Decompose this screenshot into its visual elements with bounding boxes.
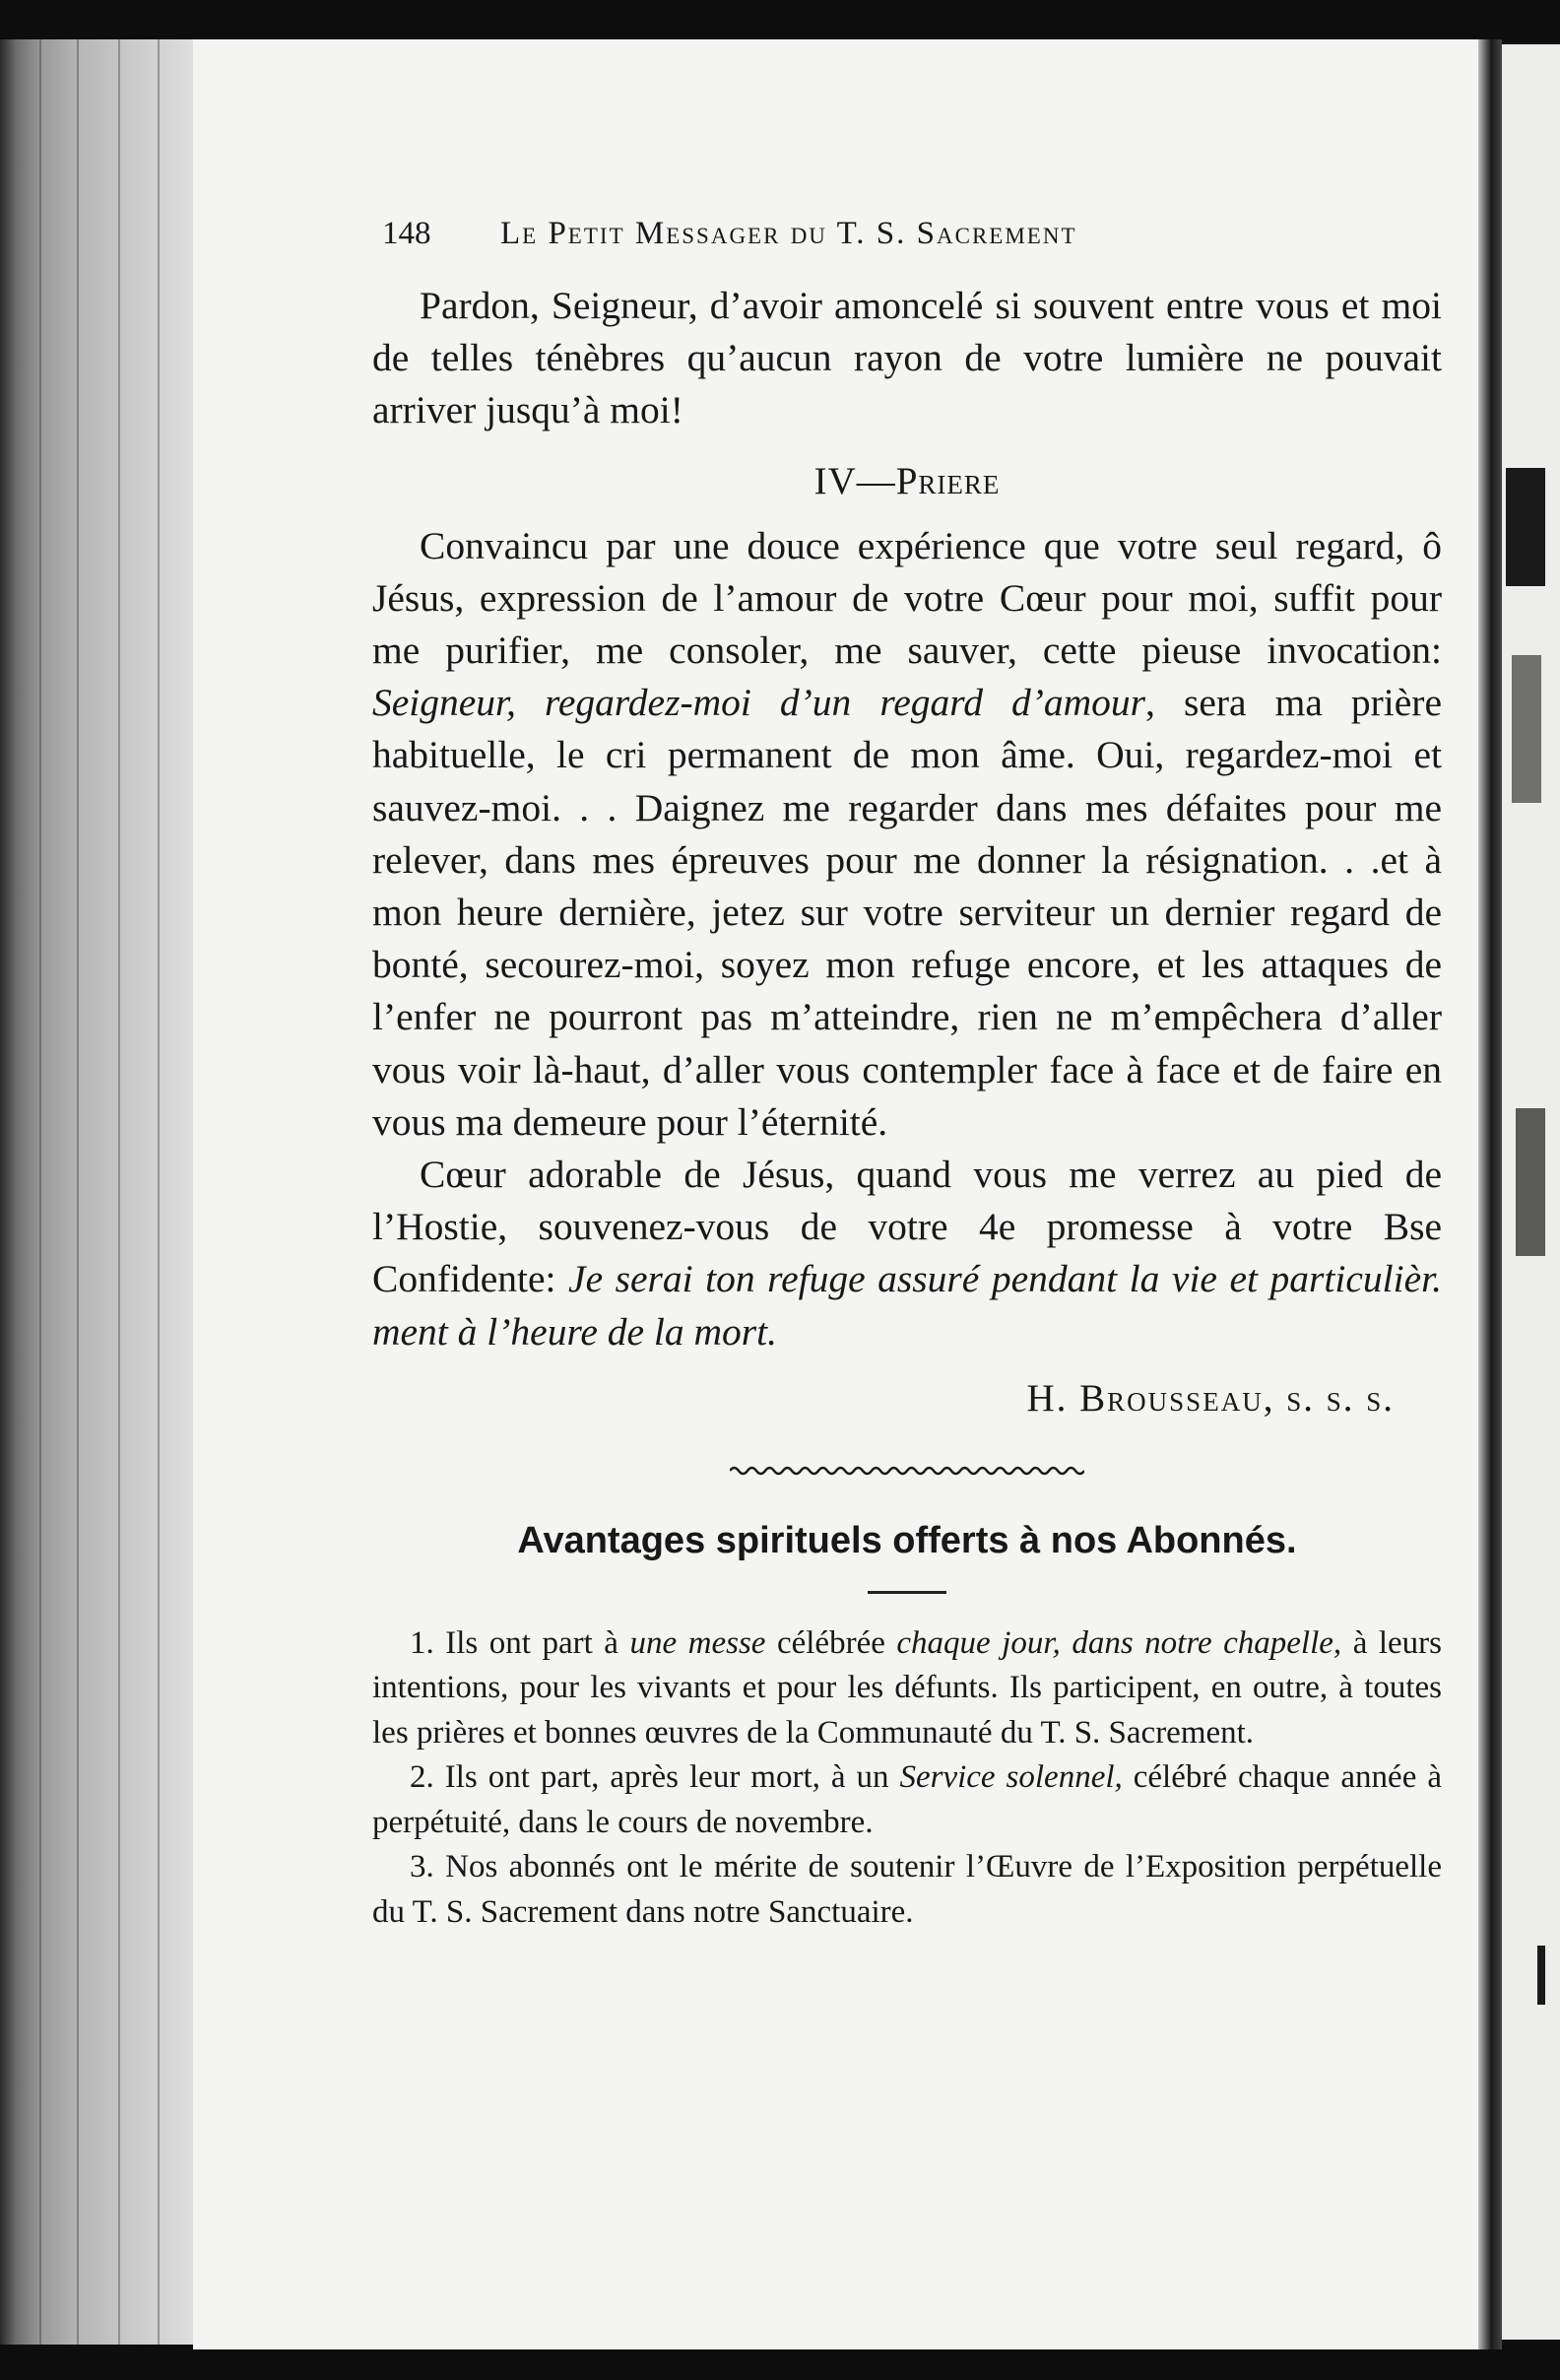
item-text: 2. Ils ont part, après leur mort, à un <box>410 1759 900 1796</box>
adjacent-page-illustration <box>1506 468 1545 586</box>
page-gutter <box>1478 39 1502 2349</box>
paragraph-sacred-heart <box>372 1149 1442 1358</box>
page-edge-line <box>158 39 160 2345</box>
italic-promise: Je serai ton refuge assuré pendant la vie et particulièr. ment à l’heure de la mort. <box>372 1257 1442 1354</box>
item-italic: une messe <box>629 1624 766 1661</box>
benefits-list <box>372 1621 1442 1936</box>
italic-invocation: Seigneur, regardez-moi d’un regard d’amour <box>372 681 1146 725</box>
adjacent-page-illustration <box>1512 655 1541 803</box>
paragraph-text: , sera ma prière habituelle, le cri permanent de mon âme. Oui, regardez-moi et sauvez-moi. . . Daignez me regarder dans mes défaites pour me relever, dans mes épreuves pour me donner la résignation. . .et à mon heure dernière, jetez sur votre serviteur un dernier regard de bonté, secourez-moi, soyez mon refuge encore, et les attaques de l’enfer ne pourront pas m’atteindre, rien ne m’empêchera d’aller vous voir là-haut, d’aller vous contempler face à face et de faire en vous ma demeure pour l’éternité. <box>372 681 1442 1144</box>
page-content <box>372 209 1442 1935</box>
section-title: IV—Priere <box>813 459 1001 502</box>
item-italic: chaque jour, dans notre chapelle, <box>896 1624 1342 1661</box>
wavy-rule-ornament <box>730 1463 1084 1479</box>
page-number: 148 <box>382 215 431 251</box>
item-text: célébrée <box>765 1624 897 1661</box>
short-rule-divider <box>868 1591 946 1594</box>
running-head <box>382 209 1442 258</box>
item-text: célébré chaque année à perpétuité, dans le cours de novembre. <box>372 1759 1442 1840</box>
paragraph-text: Convaincu par une douce expérience que votre seul regard, ô Jésus, expression de l’amour de votre Cœur pour moi, suffit pour me purifier, me consoler, me sauver, cette pieuse invocation: <box>372 523 1442 673</box>
item-text: à leurs intentions, pour les vivants et pour les défunts. Ils participent, en outre, à toutes les prières et bonnes œuvres de la Communauté du T. S. Sacrement. <box>372 1624 1443 1751</box>
item-text: 1. Ils ont part à <box>410 1624 630 1661</box>
benefit-item-3: 3. Nos abonnés ont le mérite de soutenir l’Œuvre de l’Exposition perpétuelle du T. S. Sacrement dans notre Sanctuaire. <box>372 1849 1442 1930</box>
adjacent-page-illustration <box>1516 1108 1545 1256</box>
page-edge-line <box>118 39 120 2345</box>
page-edge-line <box>39 39 41 2345</box>
benefit-item-2 <box>372 1755 1442 1845</box>
adjacent-page <box>1502 44 1560 2340</box>
page-edge-line <box>77 39 79 2345</box>
paragraph-text: Cœur adorable de Jésus, quand vous me verrez au pied de l’Hostie, souvenez-vous de votre 4e promesse à votre Bse Confidente: <box>372 1153 1442 1301</box>
author-signature: H. Brousseau, s. s. s. <box>1026 1376 1395 1420</box>
paragraph-pardon: Pardon, Seigneur, d’avoir amoncelé si souvent entre vous et moi de telles ténèbres qu’aucun rayon de votre lumière ne pouvait arriver jusqu’à moi! <box>372 284 1442 432</box>
benefit-item-1 <box>372 1621 1442 1756</box>
book-page-edges <box>0 39 207 2345</box>
running-head-title: Le Petit Messager du T. S. Sacrement <box>500 215 1077 251</box>
paragraph-prayer <box>372 520 1442 1149</box>
item-italic: Service solennel, <box>899 1759 1123 1796</box>
adjacent-page-text-fragment <box>1537 1946 1545 2005</box>
benefits-title: Avantages spirituels offerts à nos Abonnés. <box>517 1519 1297 1561</box>
